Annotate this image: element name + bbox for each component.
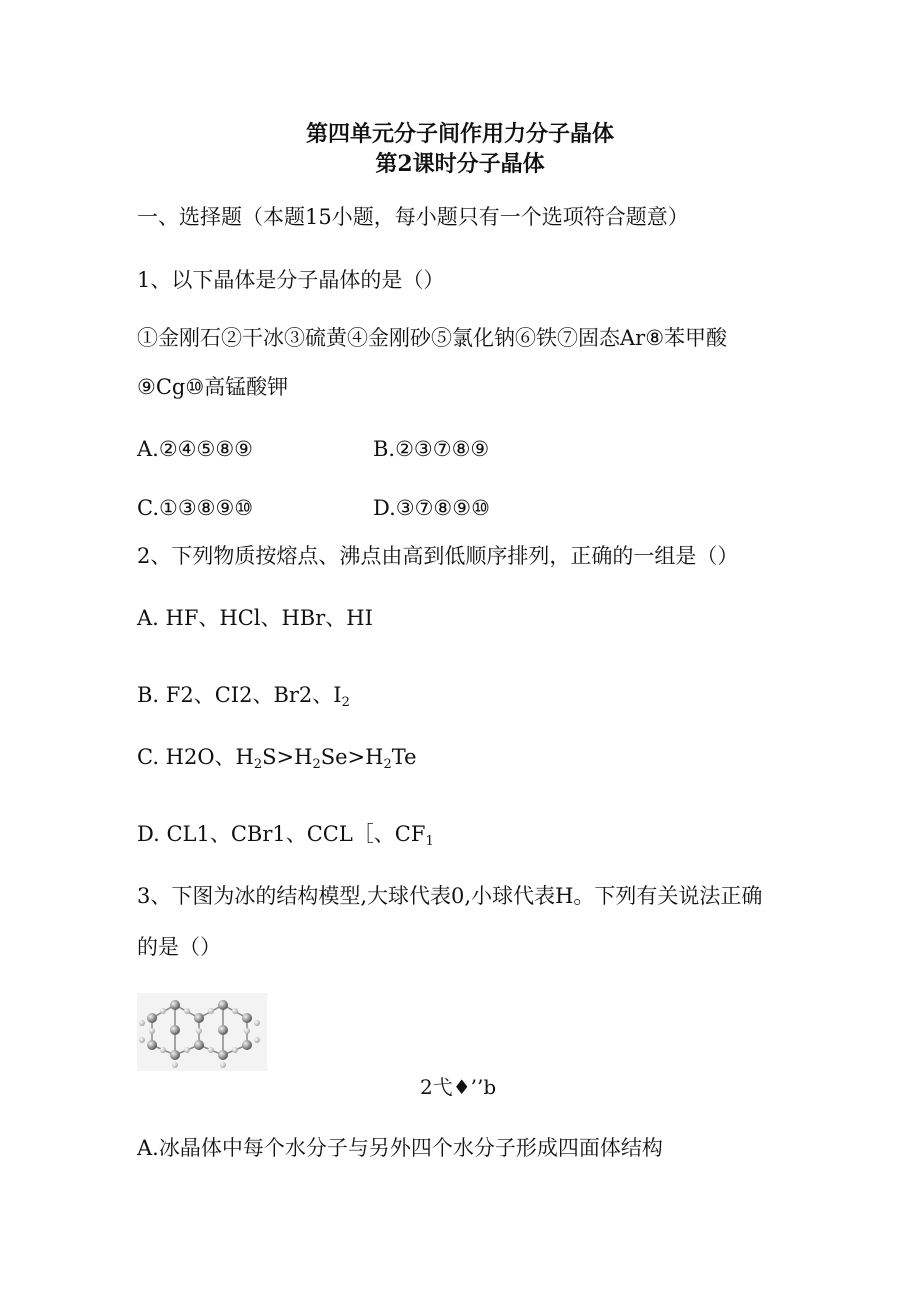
q2-option-d-subscript: 1: [425, 834, 434, 849]
q1-items-line1: ①金刚石②干冰③硫黄④金刚砂⑤氯化钠⑥铁⑦固态Ar⑧苯甲酸: [137, 326, 728, 350]
q1-items-line2: ⑨Cg⑩高锰酸钾: [137, 375, 289, 399]
q2-option-c: [137, 744, 417, 778]
page-title: 第四单元分子间作用力分子晶体: [305, 121, 614, 147]
q2-option-b: [137, 682, 350, 716]
q3-option-a: A.冰晶体中每个水分子与另外四个水分子形成四面体结构: [137, 1136, 663, 1160]
q2-option-c-part2: S>H: [262, 745, 313, 769]
q2-stem: 2、下列物质按熔点、沸点由高到低顺序排列，正确的一组是（）: [137, 544, 739, 568]
q2-option-a: A. HF、HCl、HBr、HI: [137, 606, 373, 630]
q2-option-c-sub2: 2: [312, 757, 321, 772]
q2-option-c-sub3: 2: [383, 757, 392, 772]
ice-structure-figure: [137, 993, 267, 1071]
q1-option-a: A.②④⑤⑧⑨: [137, 437, 253, 461]
q1-option-d: D.③⑦⑧⑨⑩: [373, 496, 490, 520]
figure-caption: 2弋♦’’b: [420, 1075, 497, 1099]
q1-option-c: C.①③⑧⑨⑩: [137, 496, 254, 520]
q2-option-c-part1: C. H2O、H: [137, 745, 254, 769]
q2-option-b-subscript: 2: [341, 695, 350, 710]
q2-option-c-sub1: 2: [253, 757, 263, 772]
q2-option-d-text: D. CL1、CBr1、CCL［、CF: [137, 822, 426, 846]
q2-option-d: [137, 821, 434, 855]
q1-option-b: B.②③⑦⑧⑨: [373, 437, 490, 461]
q1-stem: 1、以下晶体是分子晶体的是（）: [137, 268, 445, 292]
q3-stem-line1: 3、下图为冰的结构模型,大球代表0,小球代表H。下列有关说法正确: [137, 884, 763, 908]
q2-option-b-text: B. F2、CI2、Br2、I: [137, 683, 342, 707]
q2-option-c-part3: Se>H: [320, 745, 384, 769]
section-heading: 一、选择题（本题15小题，每小题只有一个选项符合题意）: [137, 205, 689, 229]
q3-stem-line2: 的是（）: [137, 935, 221, 959]
page-subtitle: 第2课时分子晶体: [375, 151, 545, 177]
q2-option-c-part4: Te: [391, 745, 417, 769]
